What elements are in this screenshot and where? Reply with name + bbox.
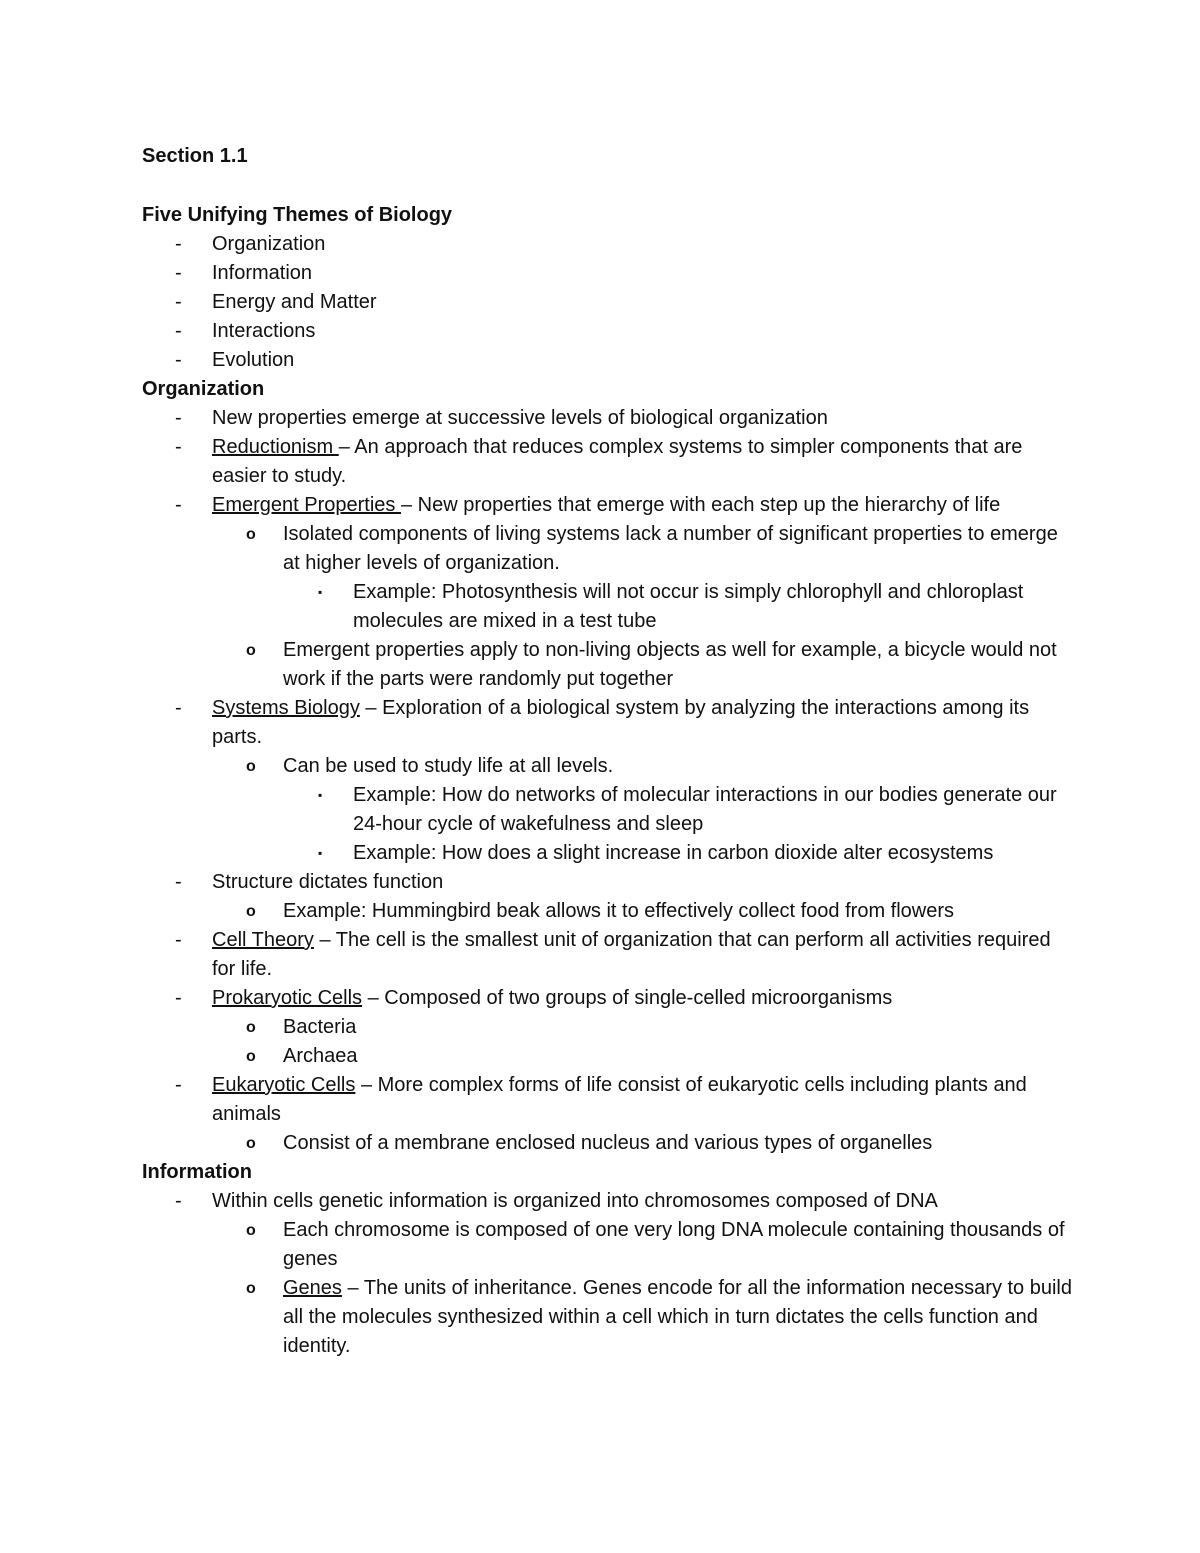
circle-marker: o <box>246 1222 256 1239</box>
list-item: o Example: Hummingbird beak allows it to effectively collect food from flowers <box>142 897 1072 926</box>
list-item: ▪ Example: How do networks of molecular interactions in our bodies generate our 24-hour cycle of wakefulness and sleep <box>142 781 1072 839</box>
circle-marker: o <box>246 758 256 775</box>
dash-marker: - <box>175 349 182 371</box>
list-item: o Bacteria <box>142 1013 1072 1042</box>
circle-marker: o <box>246 526 256 543</box>
dash-marker: - <box>175 697 182 719</box>
dash-marker: - <box>175 436 182 458</box>
list-item-reductionism: - Reductionism – An approach that reduces complex systems to simpler components that are easier to study. <box>142 433 1072 491</box>
square-marker: ▪ <box>318 788 323 802</box>
list-item: o Consist of a membrane enclosed nucleus and various types of organelles <box>142 1129 1072 1158</box>
list-item: o Emergent properties apply to non-living objects as well for example, a bicycle would not work if the parts were randomly put together <box>142 636 1072 694</box>
list-item: - Structure dictates function <box>142 868 1072 897</box>
circle-marker: o <box>246 1048 256 1065</box>
circle-marker: o <box>246 642 256 659</box>
term-prokaryotic-cells: Prokaryotic Cells <box>212 987 363 1009</box>
list-item: - Information <box>142 259 1072 288</box>
list-item: o Isolated components of living systems lack a number of significant properties to emerge at higher levels of organization. <box>142 520 1072 578</box>
circle-marker: o <box>246 903 256 920</box>
list-item-genes: o Genes – The units of inheritance. Genes encode for all the information necessary to build all the molecules synthesized within a cell which in turn dictates the cells function and identity. <box>142 1274 1072 1361</box>
list-item: o Each chromosome is composed of one very long DNA molecule containing thousands of genes <box>142 1216 1072 1274</box>
dash-marker: - <box>175 1074 182 1096</box>
dash-marker: - <box>175 407 182 429</box>
term-eukaryotic-cells: Eukaryotic Cells <box>212 1074 356 1096</box>
dash-marker: - <box>175 233 182 255</box>
list-item: ▪ Example: How does a slight increase in carbon dioxide alter ecosystems <box>142 839 1072 868</box>
square-marker: ▪ <box>318 846 323 860</box>
organization-heading: Organization <box>142 378 265 400</box>
dash-marker: - <box>175 262 182 284</box>
list-item: - Interactions <box>142 317 1072 346</box>
circle-marker: o <box>246 1280 256 1297</box>
list-item-eukaryotic-cells: - Eukaryotic Cells – More complex forms of life consist of eukaryotic cells including plants and animals <box>142 1071 1072 1129</box>
dash-marker: - <box>175 929 182 951</box>
information-heading: Information <box>142 1161 252 1183</box>
term-genes: Genes <box>283 1277 342 1299</box>
circle-marker: o <box>246 1135 256 1152</box>
list-item: - Energy and Matter <box>142 288 1072 317</box>
term-cell-theory: Cell Theory <box>212 929 314 951</box>
dash-marker: - <box>175 1190 182 1212</box>
dash-marker: - <box>175 987 182 1009</box>
list-item: ▪ Example: Photosynthesis will not occur is simply chlorophyll and chloroplast molecules are mixed in a test tube <box>142 578 1072 636</box>
term-reductionism: Reductionism <box>212 436 339 458</box>
dash-marker: - <box>175 494 182 516</box>
list-item-emergent-properties: - Emergent Properties – New properties that emerge with each step up the hierarchy of life <box>142 491 1072 520</box>
dash-marker: - <box>175 291 182 313</box>
list-item: - Evolution <box>142 346 1072 375</box>
term-systems-biology: Systems Biology <box>212 697 360 719</box>
term-emergent-properties: Emergent Properties <box>212 494 401 516</box>
list-item: - Within cells genetic information is organized into chromosomes composed of DNA <box>142 1187 1072 1216</box>
themes-heading: Five Unifying Themes of Biology <box>142 204 453 226</box>
list-item: - New properties emerge at successive levels of biological organization <box>142 404 1072 433</box>
square-marker: ▪ <box>318 585 323 599</box>
notes-body <box>142 201 1072 1361</box>
list-item: - Organization <box>142 230 1072 259</box>
dash-marker: - <box>175 320 182 342</box>
section-title: Section 1.1 <box>142 145 248 167</box>
circle-marker: o <box>246 1019 256 1036</box>
list-item-systems-biology: - Systems Biology – Exploration of a biological system by analyzing the interactions among its parts. <box>142 694 1072 752</box>
list-item: o Can be used to study life at all levels. <box>142 752 1072 781</box>
list-item-prokaryotic-cells: - Prokaryotic Cells – Composed of two groups of single-celled microorganisms <box>142 984 1072 1013</box>
dash-marker: - <box>175 871 182 893</box>
list-item: o Archaea <box>142 1042 1072 1071</box>
list-item-cell-theory: - Cell Theory – The cell is the smallest unit of organization that can perform all activities required for life. <box>142 926 1072 984</box>
